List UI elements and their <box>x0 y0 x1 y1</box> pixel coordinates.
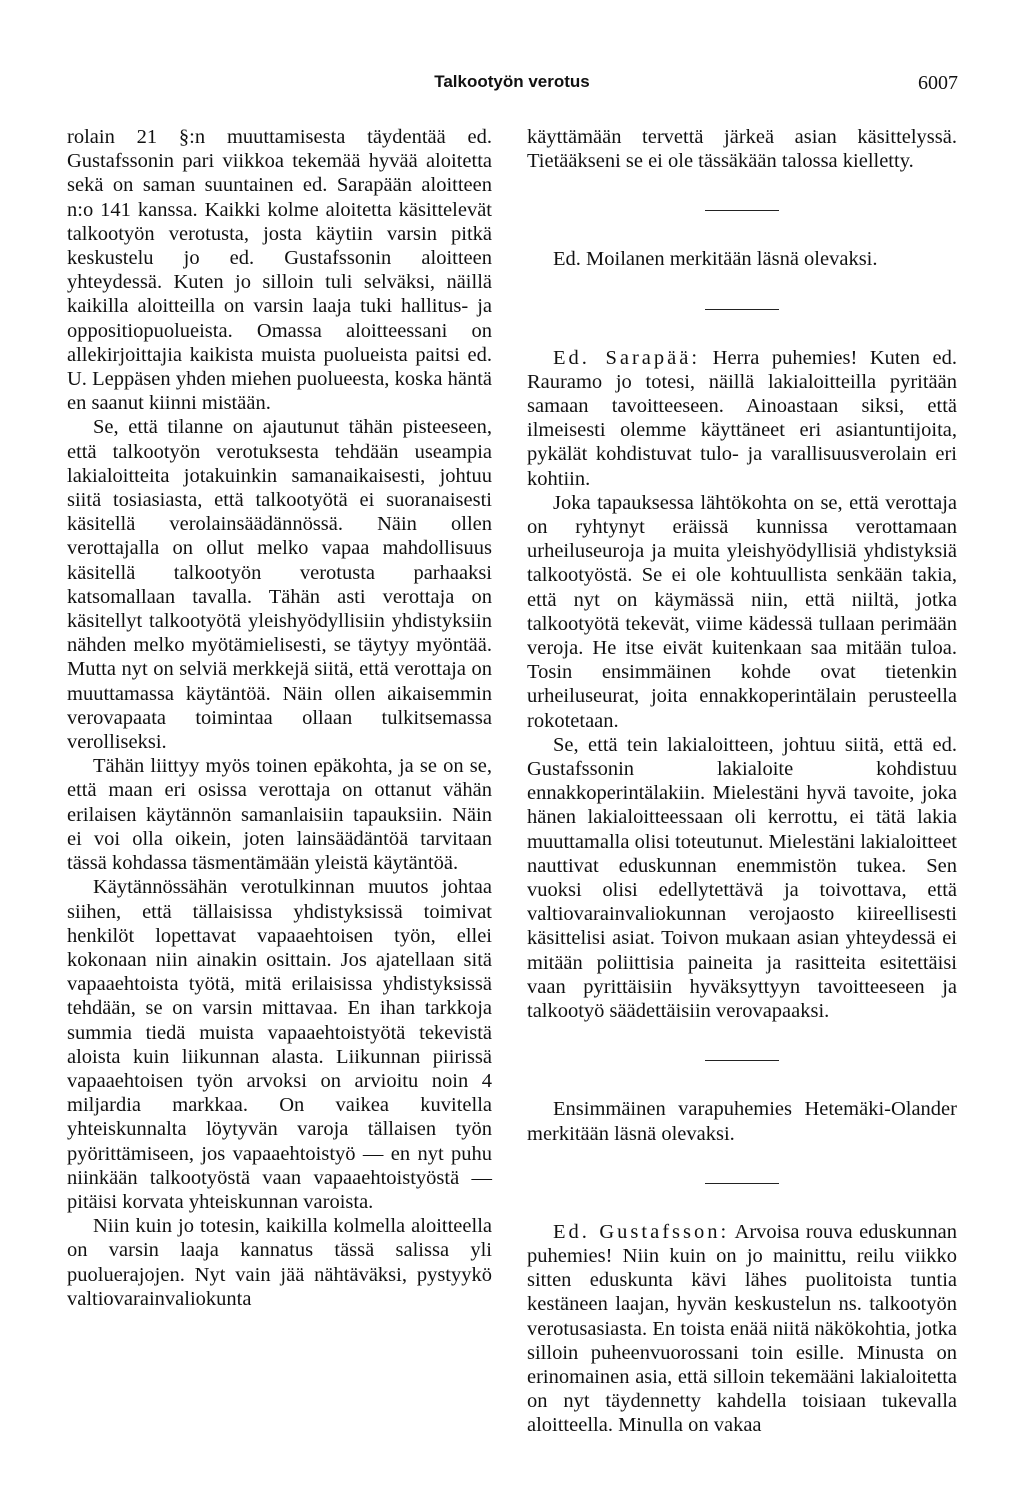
section-divider <box>705 1183 779 1184</box>
paragraph: rolain 21 §:n muuttamisesta täydentää ed. Gustafssonin pari viikkoa tekemää hyvää aloitetta sekä on saman suuntainen ed. Sarapään aloitteen n:o 141 kanssa. Kaikki kolme aloitetta käsittelevät talkootyön verotusta, josta käytiin varsin pitkä keskustelu jo ed. Gustafssonin aloitteen yhteydessä. Kuten jo silloin tuli selväksi, näillä kaikilla aloitteilla on varsin laaja tuki hallitus- ja oppositiopuolueista. Omassa aloitteessani on allekirjoittajia kaikista muista puolueista paitsi ed. U. Leppäsen yhden miehen puolueesta, koska häntä en saanut kiinni mistään. <box>67 126 492 415</box>
paragraph: Joka tapauksessa lähtökohta on se, että verottaja on ryhtynyt eräissä kunnissa verottamaan urheiluseuroja ja muita yleishyödyllisiä yhdistyksiä talkootyöstä. Se ei ole kohtuullista senkään takia, että nyt on käymässä niin, että niiltä, jotka talkootyötä tekevät, viime kädessä tullaan perimään veroja. He itse eivät kuitenkaan saa mitään tuloa. Tosin ensimmäinen kohde ovat tietenkin urheiluseurat, joita ennakkoperintälain perusteella rokotetaan. <box>527 491 957 732</box>
speech-opening <box>527 1220 957 1438</box>
paragraph: Se, että tilanne on ajautunut tähän pisteeseen, että talkootyön verotuksesta tehdään useampia lakialoitteita jotakuinkin samanaikaisesti, johtuu siitä tosiasiasta, että talkootyötä ei suoranaisesti käsitellä verolainsäädännössä. Näin ollen verottajalla on ollut melko vapaa mahdollisuus käsitellä talkootyön verotusta parhaaksi katsomallaan tavalla. Tähän asti verottaja on käsitellyt talkootyötä yleishyödyllisiin yhdistyksiin nähden melko myötämielisesti, se täytyy myöntää. Mutta nyt on selviä merkkejä siitä, että verottaja on muuttamassa käytäntöä. Näin ollen aikaisemmin verovapaata toimintaa ollaan tulkitsemassa verolliseksi. <box>67 416 492 754</box>
paragraph: käyttämään tervettä järkeä asian käsittelyssä. Tietääkseni se ei ole tässäkään talossa kielletty. <box>527 126 957 173</box>
speech-opening <box>527 346 957 491</box>
running-title: Talkootyön verotus <box>434 72 590 91</box>
section-divider <box>705 1060 779 1061</box>
paragraph: Se, että tein lakialoitteen, johtuu siitä, että ed. Gustafssonin lakialoite kohdistuu ennakkoperintälakiin. Mielestäni hyvä tavoite, joka hänen lakialoitteessaan oli kerrottu, ei tätä lakia muuttamalla olisi toteutunut. Mielestäni lakialoitteet nauttivat eduskunnan enemmistön tukea. Sen vuoksi olisi edellytettävä ja toivottava, että valtiovarainvaliokunnan verojaosto kiireellisesti käsittelisi asiat. Toivon mukaan asian yhteydessä ei mitään poliittisia paineita ja rasitteita esitettäisi vaan pyrittäisiin hyväksyttyyn tavoitteeseen ja talkootyö säädettäisiin verovapaaksi. <box>527 733 957 1023</box>
right-column <box>527 125 957 1438</box>
left-column <box>67 125 492 1311</box>
section-divider <box>705 210 779 211</box>
speech-text: Herra puhemies! Kuten ed. Rauramo jo totesi, näillä lakialoitteilla pyritään samaan tavoitteeseen. Ainoastaan siksi, että ilmeisesti olemme käyttäneet eri asiantuntijoita, pykälät kohdistuvat tulo- ja varallisuusverolain eri kohtiin. <box>527 346 958 490</box>
speaker-name: Ed. Gustafsson: <box>553 1220 730 1243</box>
speaker-name: Ed. Sarapää: <box>553 346 701 369</box>
paragraph: Niin kuin jo totesin, kaikilla kolmella aloitteella on varsin laaja kannatus tässä salissa yli puoluerajojen. Nyt vain jää nähtäväksi, pystyykö valtiovarainvaliokunta <box>67 1215 492 1310</box>
speech-text: Arvoisa rouva eduskunnan puhemies! Niin kuin on jo mainittu, reilu viikko sitten eduskunta kävi lähes puolitoista tuntia kestäneen laajan, hyvän keskustelun ns. talkootyön verotusasiasta. En toista enää niitä näkökohtia, jotka silloin puheenvuorossani toin esille. Minusta on erinomainen asia, että silloin tekemääni lakialoitetta on nyt täydennetty kahdella toisiaan tukevalla aloitteella. Minulla on vakaa <box>527 1220 958 1437</box>
page-number: 6007 <box>918 72 958 94</box>
section-divider <box>705 309 779 310</box>
paragraph: Tähän liittyy myös toinen epäkohta, ja se on se, että maan eri osissa verottaja on ottanut vähän erilaisen käytännön samanlaisiin tapauksiin. Näin ei voi olla oikein, joten lainsäädäntöä tarvitaan tässä kohdassa täsmentämään yleistä käytäntöä. <box>67 755 492 875</box>
attendance-notice: Ensimmäinen varapuhemies Hetemäki-Olander merkitään läsnä olevaksi. <box>527 1098 957 1145</box>
paragraph: Käytännössähän verotulkinnan muutos johtaa siihen, että tällaisissa yhdistyksissä toimivat henkilöt lopettavat vapaaehtoisen työn, ellei kokonaan niin ainakin osittain. Jos ajatellaan sitä vapaaehtoista työtä, mitä erilaisissa yhdistyksissä tehdään, se on varsin mittavaa. En ihan tarkkoja summia tiedä muista vapaaehtoistyötä tekevistä aloista kuin liikunnan alasta. Liikunnan piirissä vapaaehtoisen työn arvoksi on arvioitu noin 4 miljardia markkaa. On vaikea kuvitella yhteiskunnalta löytyvän varoja tällaisen työn pyörittämiseen, jos vapaaehtoistyö — en nyt puhu niinkään talkootyöstä vaan vapaaehtoistyöstä — pitäisi korvata yhteiskunnan varoista. <box>67 876 492 1213</box>
attendance-notice: Ed. Moilanen merkitään läsnä olevaksi. <box>553 248 878 271</box>
